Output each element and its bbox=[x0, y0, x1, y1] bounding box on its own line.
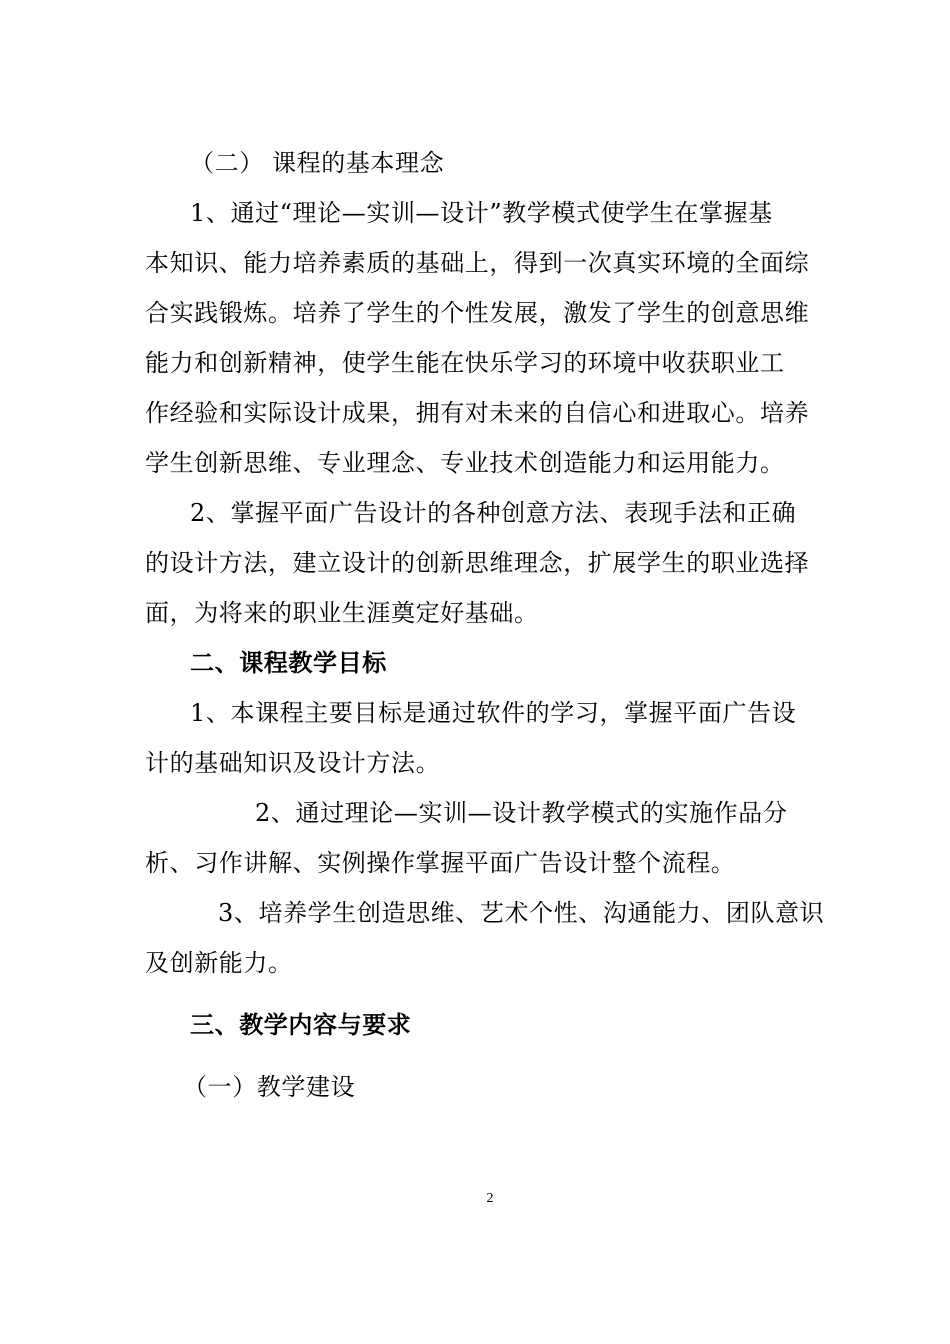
subsection-heading-teaching-construction: （一）教学建设 bbox=[183, 1073, 356, 1101]
paragraph-line: 2、掌握平面广告设计的各种创意方法、表现手法和正确 bbox=[190, 499, 797, 527]
paragraph-line: 计的基础知识及设计方法。 bbox=[145, 749, 441, 777]
paragraph-line: 1、本课程主要目标是通过软件的学习，掌握平面广告设 bbox=[190, 699, 797, 727]
paragraph-line: 及创新能力。 bbox=[145, 949, 293, 977]
paragraph-line: 2、通过理论—实训—设计教学模式的实施作品分 bbox=[255, 799, 788, 827]
subsection-heading-basic-concept: （二） 课程的基本理念 bbox=[190, 149, 445, 177]
section-heading-teaching-goals: 二、课程教学目标 bbox=[190, 648, 387, 677]
paragraph-line: 3、培养学生创造思维、艺术个性、沟通能力、团队意识 bbox=[218, 899, 825, 927]
page-number: 2 bbox=[486, 1191, 494, 1206]
paragraph-line: 析、习作讲解、实例操作掌握平面广告设计整个流程。 bbox=[145, 849, 736, 877]
section-heading-content-requirements: 三、教学内容与要求 bbox=[190, 1010, 412, 1039]
paragraph-line: 本知识、能力培养素质的基础上，得到一次真实环境的全面综 bbox=[145, 249, 810, 277]
paragraph-line: 能力和创新精神，使学生能在快乐学习的环境中收获职业工 bbox=[145, 349, 785, 377]
paragraph-line: 1、通过“理论—实训—设计”教学模式使学生在掌握基 bbox=[190, 199, 773, 227]
paragraph-line: 合实践锻炼。培养了学生的个性发展，激发了学生的创意思维 bbox=[145, 299, 810, 327]
paragraph-line: 学生创新思维、专业理念、专业技术创造能力和运用能力。 bbox=[145, 449, 785, 477]
paragraph-line: 的设计方法，建立设计的创新思维理念，扩展学生的职业选择 bbox=[145, 549, 810, 577]
paragraph-line: 面，为将来的职业生涯奠定好基础。 bbox=[145, 599, 539, 627]
paragraph-line: 作经验和实际设计成果，拥有对未来的自信心和进取心。培养 bbox=[145, 399, 810, 427]
